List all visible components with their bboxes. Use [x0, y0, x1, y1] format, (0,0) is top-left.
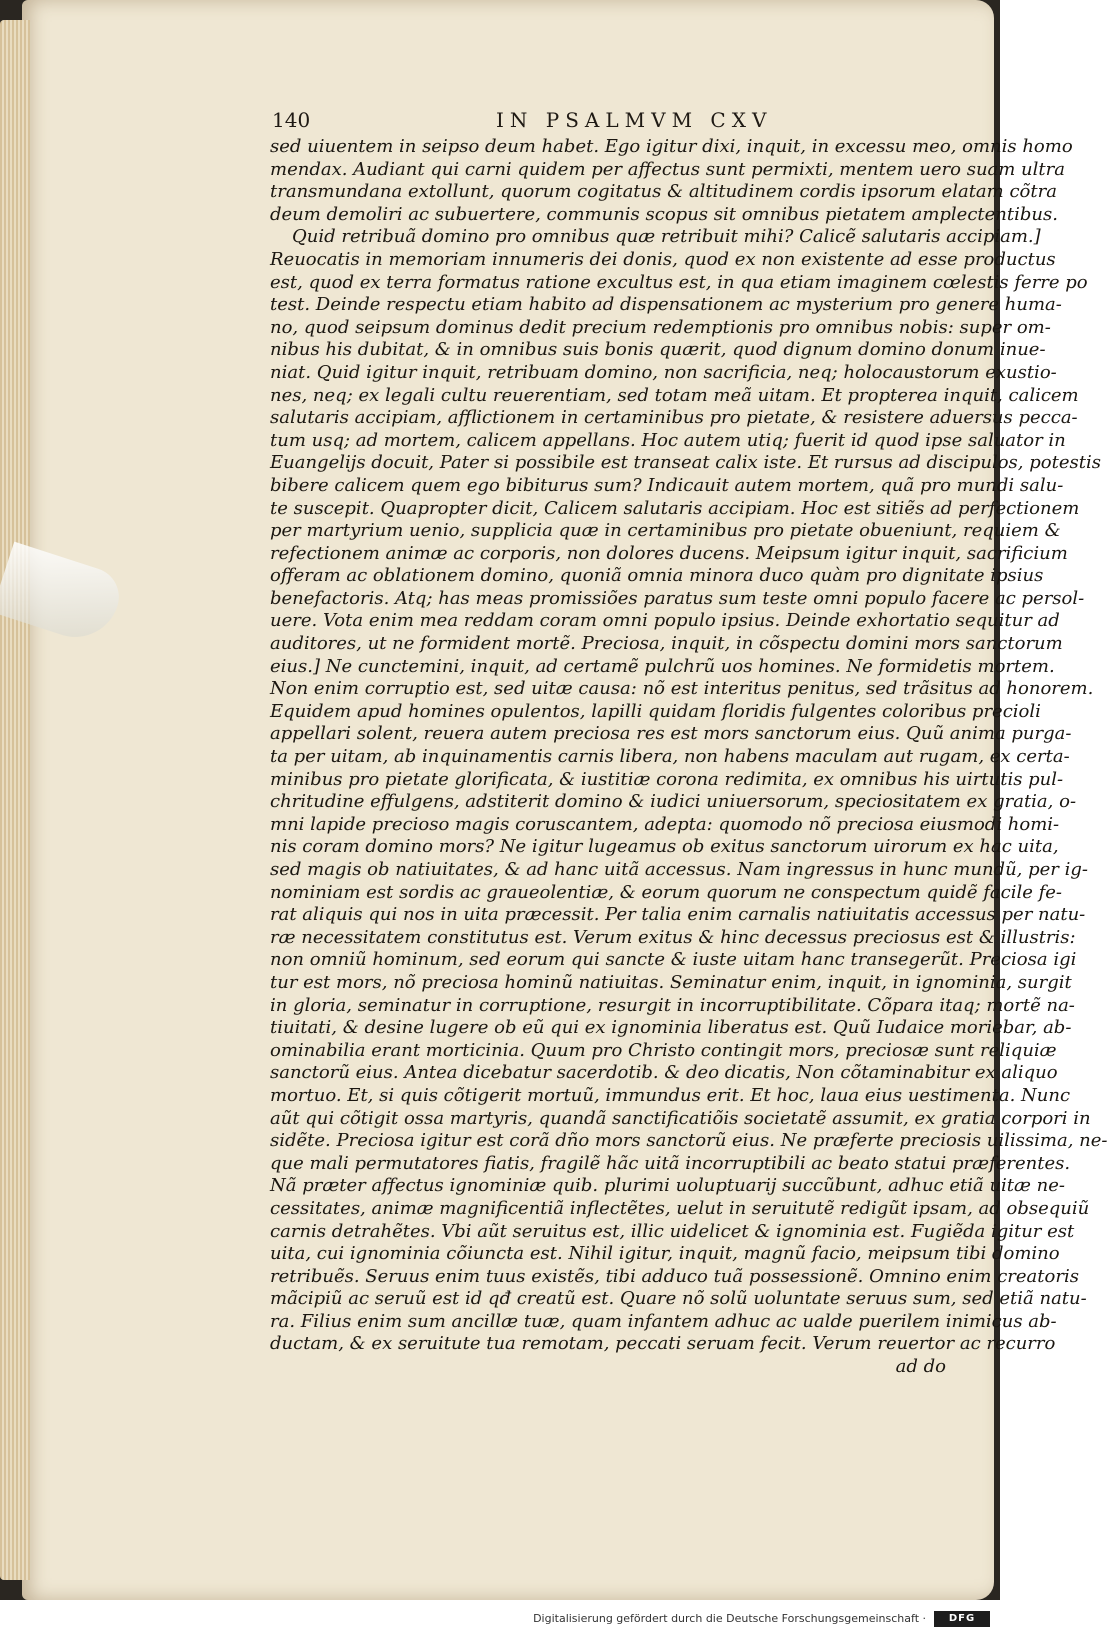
text-line: rat aliquis qui nos in uita præcessit. Per talia enim carnalis natiuitatis accessus per natu- — [270, 904, 1086, 926]
running-title: IN PSALMVM CXV — [496, 108, 773, 132]
text-line: ra. Filius enim sum ancillæ tuæ, quam infantem adhuc ac ualde puerilem inimicus ab- — [270, 1310, 1057, 1332]
text-line: Euangelijs docuit, Pater si possibile est transeat calix iste. Et rursus ad discipulos, potestis — [270, 452, 1101, 474]
text-line: nes, neq; ex legali cultu reuerentiam, sed totam meã uitam. Et propterea inquit, calicem — [270, 384, 1079, 406]
text-line: ductam, & ex seruitute tua remotam, peccati seruam fecit. Verum reuertor ac recurro — [270, 1333, 1056, 1355]
text-line: tur est mors, nõ preciosa hominũ natiuitas. Seminatur enim, inquit, in ignominia, surgit — [270, 971, 1072, 993]
text-line: non omniũ hominum, sed eorum qui sancte & iuste uitam hanc transegerũt. Preciosa igi — [270, 949, 1077, 971]
text-line: nis coram domino mors? Ne igitur lugeamus ob exitus sanctorum uirorum ex hac uita, — [270, 836, 1059, 858]
text-line: nibus his dubitat, & in omnibus suis bonis quærit, quod dignum domino donum inue- — [270, 339, 1046, 361]
text-line: sed magis ob natiuitates, & ad hanc uitã accessus. Nam ingressus in hunc mundũ, per ig- — [270, 859, 1088, 880]
text-line: nominiam est sordis ac graueolentiæ, & eorum quorum ne conspectum quidẽ facile fe- — [270, 881, 1062, 903]
page-edges — [0, 20, 30, 1580]
dfg-logo-icon: DFG — [934, 1611, 990, 1627]
footer-bar — [0, 1608, 1000, 1632]
text-line: bibere calicem quem ego bibiturus sum? Indicauit autem mortem, quã pro mundi salu- — [270, 474, 1064, 496]
text-line: mortuo. Et, si quis cõtigerit mortuũ, immundus erit. Et hoc, laua eius uestimenta. Nunc — [270, 1084, 1071, 1106]
text-line: tiuitati, & desine lugere ob eũ qui ex ignominia liberatus est. Quũ Iudaice moriebar, ab- — [270, 1017, 1072, 1039]
text-line: deum demoliri ac subuertere, communis scopus sit omnibus pietatem amplectentibus. — [270, 203, 1058, 225]
running-header — [272, 108, 962, 134]
text-line: uere. Vota enim mea reddam coram omni populo ipsius. Deinde exhortatio sequitur ad — [270, 610, 1060, 632]
text-line: Nã præter affectus ignominiæ quib. plurimi uoluptuarij succũbunt, adhuc etiã uitæ ne- — [270, 1175, 1065, 1197]
page-number: 140 — [272, 108, 311, 132]
text-line: niat. Quid igitur inquit, retribuam domino, non sacrificia, neq; holocaustorum exustio- — [270, 361, 1057, 383]
text-line: mni lapide precioso magis coruscantem, adepta: quomodo nõ preciosa eiusmodi homi- — [270, 813, 1060, 835]
text-line: eius.] Ne cunctemini, inquit, ad certamẽ pulchrũ uos homines. Ne formidetis mortem. — [270, 655, 1055, 677]
catchword: ad do — [895, 1356, 946, 1378]
text-line: sidẽte. Preciosa igitur est corã dño mors sanctorũ eius. Ne præferte preciosis uilissima, ne- — [270, 1130, 1107, 1152]
text-line: ominabilia erant morticinia. Quum pro Christo contingit mors, preciosæ sunt reliquiæ — [270, 1039, 1057, 1061]
text-line: mãcipiũ ac seruũ est id qđ creatũ est. Quare nõ solũ uoluntate seruus sum, sed etiã natu- — [270, 1288, 1087, 1310]
text-line: ta per uitam, ab inquinamentis carnis libera, non habens maculam aut rugam, ex certa- — [270, 746, 1070, 768]
text-line: Reuocatis in memoriam innumeris dei donis, quod ex non existente ad esse productus — [270, 248, 1056, 270]
funding-credit: Digitalisierung gefördert durch die Deutsche Forschungsgemeinschaft · — [533, 1612, 926, 1625]
text-line: mendax. Audiant qui carni quidem per affectus sunt permixti, mentem uero suam ultra — [270, 158, 1065, 180]
text-line: auditores, ut ne formident mortẽ. Preciosa, inquit, in cõspectu domini mors sanctorum — [270, 633, 1063, 655]
text-line: cessitates, animæ magnificentiã inflectẽtes, uelut in seruitutẽ redigũt ipsam, ad obsequiũ — [270, 1197, 1090, 1219]
text-line: tum usq; ad mortem, calicem appellans. Hoc autem utiq; fuerit id quod ipse saluator in — [270, 429, 1066, 451]
text-line: Equidem apud homines opulentos, lapilli quidam floridis fulgentes coloribus precioli — [270, 700, 1041, 722]
text-line: chritudine effulgens, adstiterit domino & iudici uniuersorum, speciositatem ex gratia, o- — [270, 791, 1077, 813]
text-line: sanctorũ eius. Antea dicebatur sacerdotib. & deo dicatis, Non cõtaminabitur ex aliquo — [270, 1062, 1058, 1084]
text-line: aũt qui cõtigit ossa martyris, quandã sanctificatiõis societatẽ assumit, ex gratia corpori in — [270, 1107, 1091, 1129]
text-line: ræ necessitatem constitutus est. Verum exitus & hinc decessus preciosus est & illustris: — [270, 926, 1076, 948]
body-text — [270, 136, 1107, 1379]
text-line: salutaris accipiam, afflictionem in certaminibus pro pietate, & resistere aduersus pecca- — [270, 407, 1078, 429]
text-line: test. Deinde respectu etiam habito ad dispensationem ac mysterium pro genere huma- — [270, 294, 1062, 316]
text-line: benefactoris. Atq; has meas promissiões paratus sum teste omni populo facere ac persol- — [270, 587, 1085, 609]
text-line: in gloria, seminatur in corruptione, resurgit in incorruptibilitate. Cõpara itaq; mortẽ na- — [270, 994, 1075, 1016]
text-line: refectionem animæ ac corporis, non dolores ducens. Meipsum igitur inquit, sacrificium — [270, 542, 1068, 564]
text-line: retribuẽs. Seruus enim tuus existẽs, tibi adduco tuã possessionẽ. Omnino enim creatoris — [270, 1265, 1079, 1287]
text-line: no, quod seipsum dominus dedit precium redemptionis pro omnibus nobis: super om- — [270, 316, 1051, 338]
text-line: sed uiuentem in seipso deum habet. Ego igitur dixi, inquit, in excessu meo, omnis homo — [270, 136, 1073, 157]
text-line: Quid retribuã domino pro omnibus quæ retribuit mihi? Calicẽ salutaris accipiam.] — [292, 226, 1041, 248]
text-line: carnis detrahẽtes. Vbi aũt seruitus est, illic uidelicet & ignominia est. Fugiẽda igitur est — [270, 1220, 1075, 1242]
text-line: est, quod ex terra formatus ratione excultus est, in qua etiam imaginem cœlestis ferre po — [270, 271, 1088, 293]
text-line: uita, cui ignominia cõiuncta est. Nihil igitur, inquit, magnũ facio, meipsum tibi domino — [270, 1243, 1060, 1265]
text-line: offeram ac oblationem domino, quoniã omnia minora duco quàm pro dignitate ipsius — [270, 565, 1044, 587]
text-line: Non enim corruptio est, sed uitæ causa: nõ est interitus penitus, sed trãsitus ad honorem. — [270, 678, 1094, 700]
text-line: te suscepit. Quapropter dicit, Calicem salutaris accipiam. Hoc est sitiẽs ad perfectionem — [270, 497, 1080, 519]
text-line: minibus pro pietate glorificata, & iustitiæ corona redimita, ex omnibus his uirtutis pul- — [270, 768, 1064, 790]
text-line: transmundana extollunt, quorum cogitatus & altitudinem cordis ipsorum elatam cõtra — [270, 181, 1057, 203]
text-line: appellari solent, reuera autem preciosa res est mors sanctorum eius. Quũ anima purga- — [270, 723, 1072, 745]
text-line: que mali permutatores fiatis, fragilẽ hãc uitã incorruptibili ac beato statui præferentes. — [270, 1152, 1071, 1174]
text-line: per martyrium uenio, supplicia quæ in certaminibus pro pietate obueniunt, requiem & — [270, 520, 1061, 542]
